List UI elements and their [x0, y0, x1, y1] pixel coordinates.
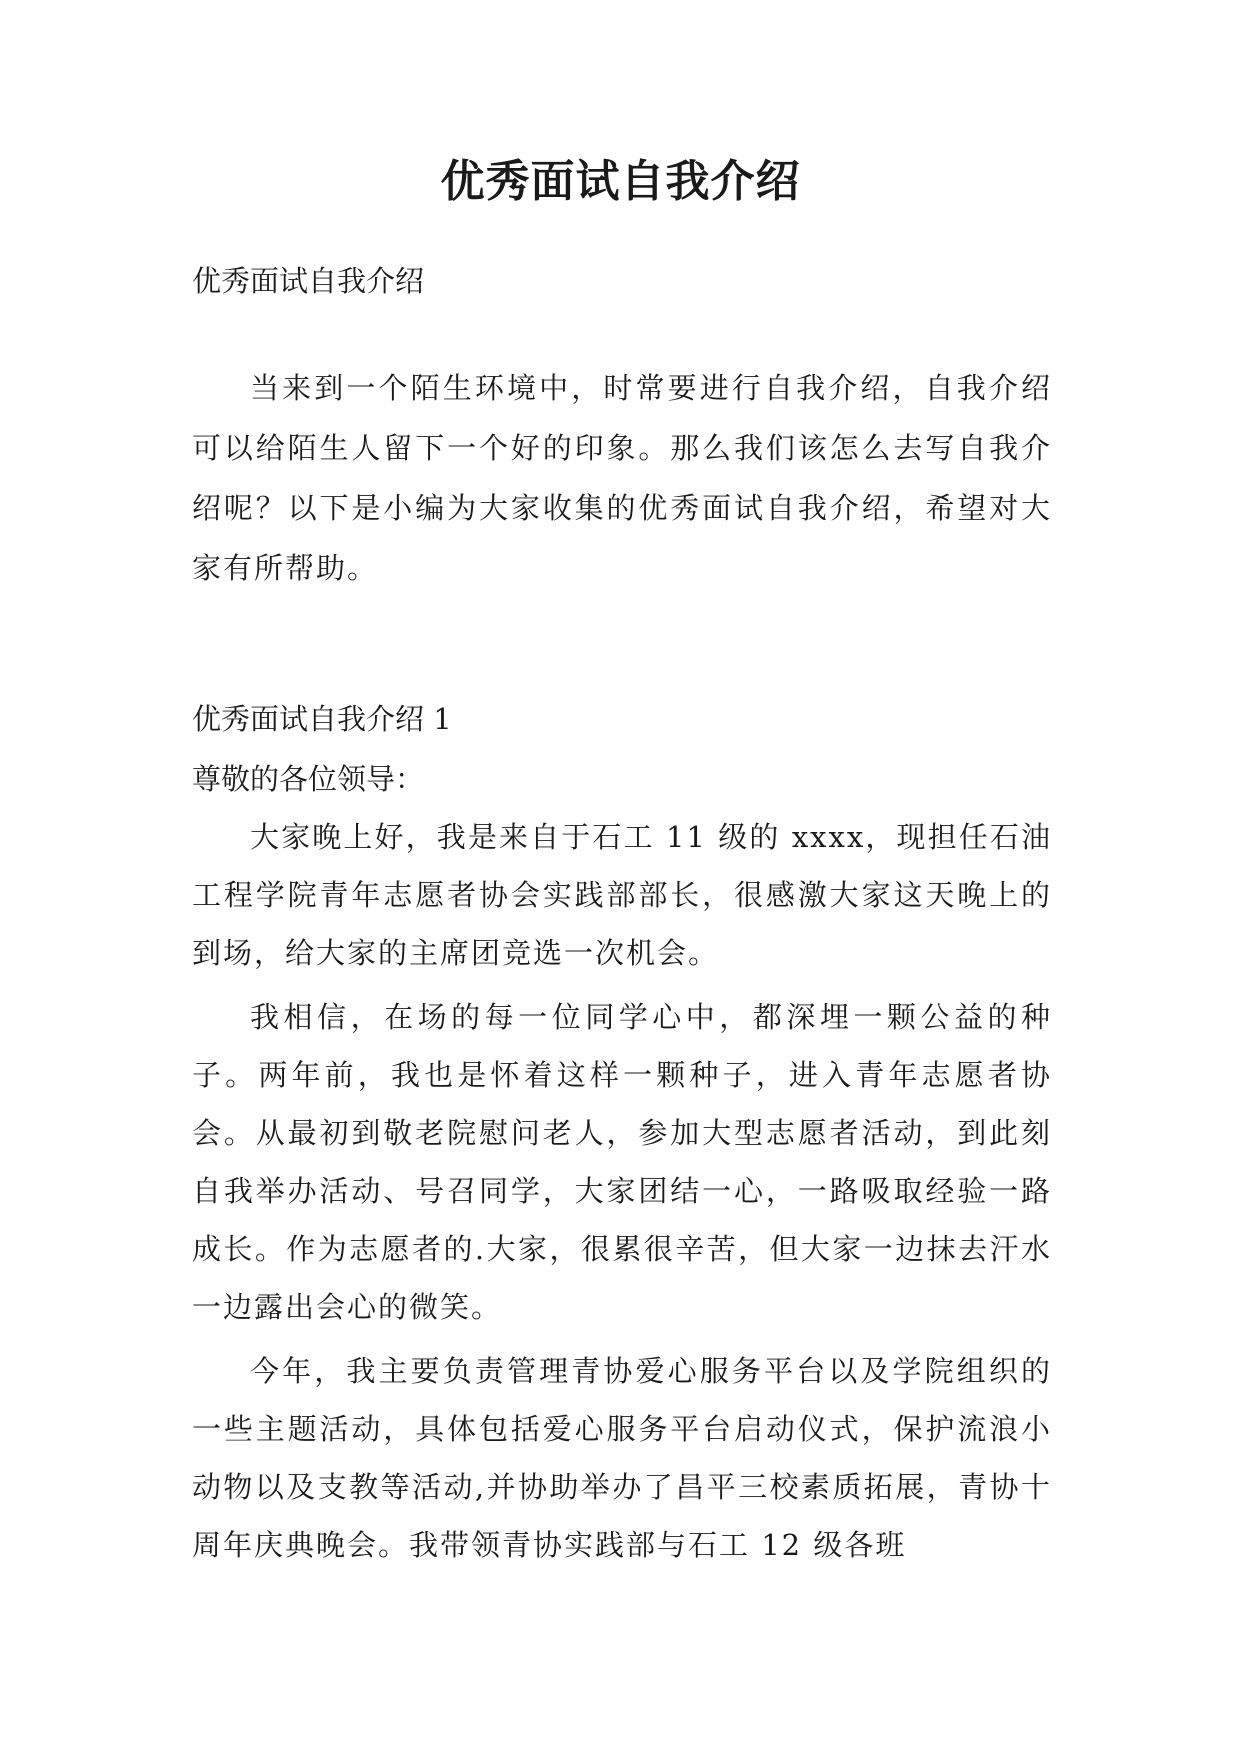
body-paragraph: 大家晚上好，我是来自于石工 11 级的 xxxx，现担任石油工程学院青年志愿者协会实践部部长，很感激大家这天晚上的到场，给大家的主席团竞选一次机会。 — [192, 820, 1052, 970]
document-subtitle: 优秀面试自我介绍 — [192, 264, 425, 298]
document-title: 优秀面试自我介绍 — [440, 156, 801, 207]
body-paragraph: 今年，我主要负责管理青协爱心服务平台以及学院组织的一些主题活动，具体包括爱心服务平台启动仪式，保护流浪小动物以及支教等活动,并协助举办了昌平三校素质拓展，青协十周年庆典晚会。我带领青协实践部与石工 12 级各班 — [192, 1354, 1052, 1562]
intro-paragraph: 当来到一个陌生环境中，时常要进行自我介绍，自我介绍可以给陌生人留下一个好的印象。那么我们该怎么去写自我介绍呢？以下是小编为大家收集的优秀面试自我介绍，希望对大家有所帮助。 — [192, 371, 1052, 585]
body-paragraph: 我相信，在场的每一位同学心中，都深埋一颗公益的种子。两年前，我也是怀着这样一颗种子，进入青年志愿者协会。从最初到敬老院慰问老人，参加大型志愿者活动，到此刻自我举办活动、号召同学，大家团结一心，一路吸取经验一路成长。作为志愿者的.大家，很累很辛苦，但大家一边抹去汗水一边露出会心的微笑。 — [192, 1000, 1052, 1324]
body-text — [192, 808, 1052, 1580]
salutation: 尊敬的各位领导： — [192, 762, 425, 796]
section-heading: 优秀面试自我介绍 1 — [192, 702, 452, 736]
